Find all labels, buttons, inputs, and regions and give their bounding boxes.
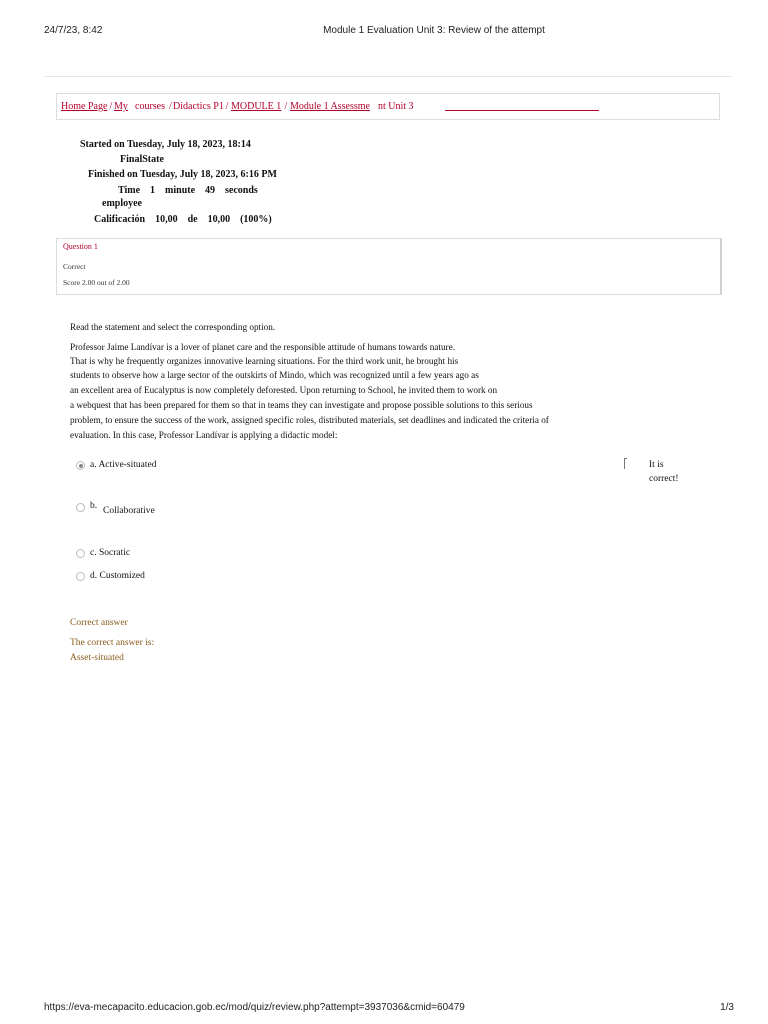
feedback-line: It is — [649, 460, 664, 470]
radio-button-selected[interactable] — [76, 461, 85, 470]
correct-answer-intro: The correct answer is: — [70, 638, 155, 648]
print-title: Module 1 Evaluation Unit 3: Review of the attempt — [323, 25, 545, 36]
print-footer — [0, 1002, 768, 1016]
page-url: https://eva-mecapacito.educacion.gob.ec/mod/quiz/review.php?attempt=3937036&cmid=60479 — [44, 1002, 465, 1013]
breadcrumb-quiz-link-end[interactable]: nt Unit 3 — [378, 101, 414, 112]
breadcrumb-courses-link[interactable]: courses — [135, 101, 165, 112]
summary-started: Started on Tuesday, July 18, 2023, 18:14 — [80, 139, 251, 150]
option-label: d. Customized — [90, 571, 145, 581]
summary-state: FinalState — [120, 154, 164, 165]
summary-time: Time 1 minute 49 seconds — [118, 185, 258, 196]
breadcrumb-my-link[interactable]: My — [114, 101, 128, 112]
summary-grade: Calificación 10,00 de 10,00 (100%) — [94, 214, 272, 225]
breadcrumb-separator: / — [223, 101, 231, 112]
breadcrumb-separator: / — [107, 101, 113, 112]
breadcrumb-underline — [445, 110, 599, 111]
summary-finished: Finished on Tuesday, July 18, 2023, 6:16 PM — [88, 169, 277, 180]
breadcrumb-home-link[interactable]: Home Page — [61, 101, 108, 112]
question-info-box — [56, 238, 722, 295]
breadcrumb-course-link[interactable]: Didactics P1 — [173, 101, 224, 112]
question-text-line: a webquest that has been prepared for them so that in teams they can investigate and propose possible solutions to this serious — [70, 400, 533, 410]
breadcrumb-quiz-link[interactable]: Module 1 Assessme — [290, 101, 370, 112]
question-state: Correct — [63, 262, 86, 271]
page-number: 1/3 — [720, 1002, 734, 1013]
question-text-line: an excellent area of Eucalyptus is now completely deforested. Upon returning to School, he invited them to work on — [70, 385, 498, 395]
feedback-marker — [624, 458, 627, 469]
breadcrumb-module-link[interactable]: MODULE 1 — [231, 101, 282, 112]
correct-answer-heading: Correct answer — [70, 618, 128, 628]
option-label: c. Socratic — [90, 548, 131, 558]
question-text-line: problem, to ensure the success of the work, assigned specific roles, distributed materials, set deadlines and indicated the criteria of — [70, 415, 549, 425]
question-instruction: Read the statement and select the corresponding option. — [70, 322, 276, 332]
feedback-line: correct! — [649, 474, 679, 484]
radio-button[interactable] — [76, 572, 85, 581]
question-text-line: Professor Jaime Landívar is a lover of planet care and the responsible attitude of humans towards nature. — [70, 342, 455, 352]
option-label: Collaborative — [103, 506, 155, 516]
answer-option-b[interactable] — [76, 501, 176, 517]
answer-feedback — [649, 458, 709, 486]
option-label: a. Active-situated — [90, 460, 157, 470]
option-letter: b. — [90, 501, 98, 511]
radio-button[interactable] — [76, 549, 85, 558]
correct-answer-value: Asset-situated — [70, 653, 124, 663]
breadcrumb — [56, 93, 720, 120]
summary-employee: employee — [102, 198, 142, 209]
question-title: Question 1 — [63, 242, 98, 251]
question-text-line: That is why he frequently organizes innovative learning situations. For the third work unit, he brought his — [70, 356, 459, 366]
breadcrumb-separator: / — [282, 101, 290, 112]
top-divider — [44, 76, 732, 77]
question-text-line: evaluation. In this case, Professor Landívar is applying a didactic model: — [70, 430, 338, 440]
question-text-line: students to observe how a large sector of the outskirts of Mindo, which was recognized until a few years ago as — [70, 370, 479, 380]
radio-button[interactable] — [76, 503, 85, 512]
question-grade: Score 2.00 out of 2.00 — [63, 278, 130, 287]
breadcrumb-separator: / — [169, 101, 172, 112]
print-datetime: 24/7/23, 8:42 — [44, 25, 103, 36]
print-header — [0, 25, 768, 39]
